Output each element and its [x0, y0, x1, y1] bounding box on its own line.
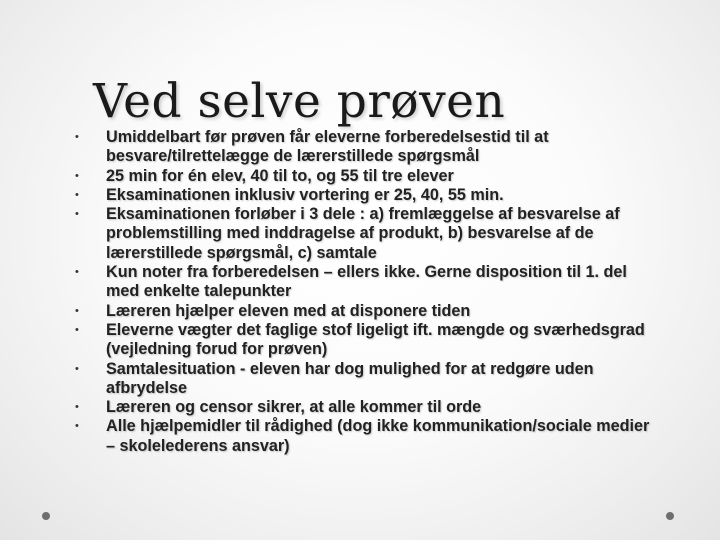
bullet-text: Samtalesituation - eleven har dog mulighed for at redgøre uden afbrydelse — [106, 359, 594, 397]
bullet-marker: • — [75, 362, 79, 375]
bullet-item — [70, 186, 660, 205]
bullet-marker: • — [75, 131, 79, 143]
bullet-item — [70, 321, 660, 360]
bullet-marker: • — [75, 304, 79, 317]
decorative-dot-left — [42, 512, 50, 520]
bullet-text: Kun noter fra forberedelsen – ellers ikke. Gerne disposition til 1. del med enkelte talepunkter — [106, 263, 627, 301]
bullet-item — [70, 263, 660, 302]
bullet-marker: • — [75, 266, 79, 279]
bullet-marker: • — [75, 208, 79, 221]
bullet-text: Læreren hjælper eleven med at disponere tiden — [106, 301, 471, 320]
bullet-item — [70, 302, 660, 321]
bullet-item — [70, 128, 660, 167]
bullet-marker: • — [75, 323, 79, 336]
bullet-item — [70, 398, 660, 417]
bullet-item — [70, 167, 660, 186]
bullet-item — [70, 417, 660, 456]
bullet-marker: • — [75, 420, 79, 433]
bullet-text: 25 min for én elev, 40 til to, og 55 til tre elever — [106, 166, 454, 185]
bullet-marker: • — [75, 401, 79, 414]
bullet-item — [70, 360, 660, 399]
bullet-marker: • — [75, 169, 79, 182]
bullet-text: Umiddelbart før prøven får eleverne forberedelsestid til at besvare/tilrettelægge de lærerstillede spørgsmål — [106, 128, 549, 166]
bullet-text: Alle hjælpemidler til rådighed (dog ikke kommunikation/sociale medier – skolelederens ansvar) — [106, 417, 650, 455]
bullet-text: Læreren og censor sikrer, at alle kommer til orde — [106, 398, 482, 417]
bullet-text: Eleverne vægter det faglige stof ligeligt ift. mængde og sværhedsgrad (vejledning forud for prøven) — [106, 320, 645, 359]
bullet-marker: • — [75, 188, 79, 201]
slide-title: Ved selve prøven — [93, 74, 506, 129]
bullet-text: Eksaminationen forløber i 3 dele : a) fremlæggelse af besvarelse af problemstilling med inddragelse af produkt, b) besvarelse af de lærerstillede spørgsmål, c) samtale — [106, 205, 620, 262]
bullet-list — [70, 128, 660, 456]
bullet-text: Eksaminationen inklusiv vortering er 25, 40, 55 min. — [106, 185, 504, 204]
decorative-dot-right — [666, 512, 674, 520]
bullet-item — [70, 205, 660, 263]
